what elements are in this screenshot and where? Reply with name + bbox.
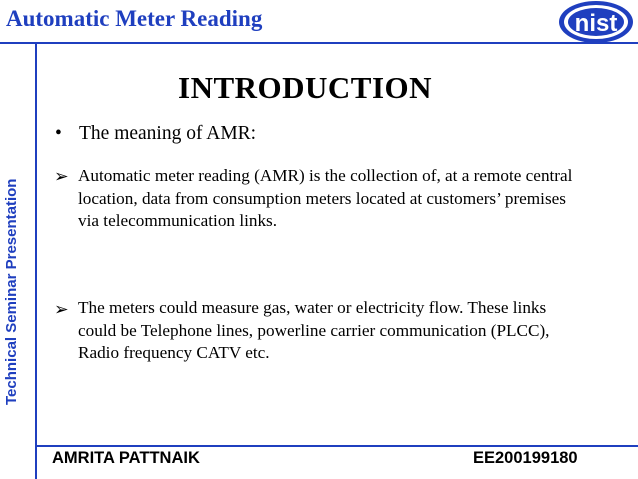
sidebar-label: Technical Seminar Presentation — [3, 178, 20, 405]
bullet-dot-icon: • — [55, 123, 62, 144]
bullet-heading-text: The meaning of AMR: — [79, 123, 257, 144]
header-divider — [0, 42, 638, 44]
sidebar-divider — [35, 44, 37, 479]
point-text: Automatic meter reading (AMR) is the collection of, at a remote central location, data from consumption meters located at customers’ premises via telecommunication links. — [78, 166, 573, 231]
arrow-bullet-icon: ➢ — [54, 166, 69, 186]
logo-text: nist — [574, 10, 618, 37]
footer-divider — [36, 445, 638, 447]
slide-title: INTRODUCTION — [178, 70, 433, 105]
arrow-bullet-icon: ➢ — [54, 299, 69, 319]
presentation-title: Automatic Meter Reading — [6, 6, 263, 31]
footer-author: AMRITA PATTNAIK — [52, 449, 200, 467]
point-text: The meters could measure gas, water or electricity flow. These links could be Telephone lines, powerline carrier communication (PLCC), Radio frequency CATV etc. — [78, 298, 550, 363]
footer-roll-number: EE200199180 — [473, 449, 578, 467]
nist-logo-icon — [557, 0, 635, 44]
